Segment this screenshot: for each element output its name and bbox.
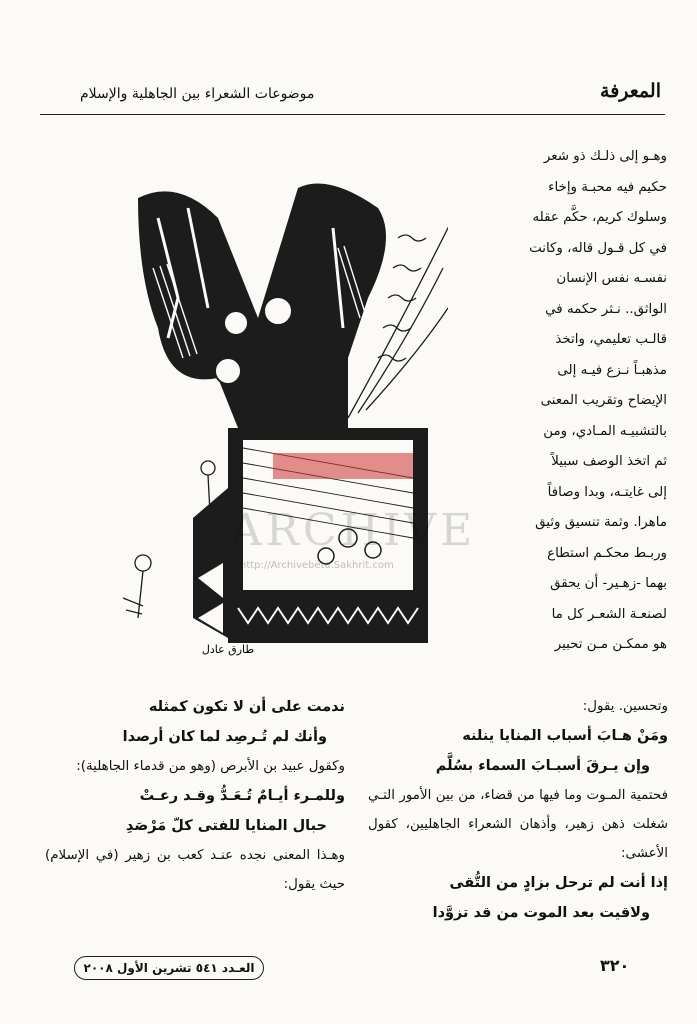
text-line: الواثق.. نـثر حكمه في (545, 301, 667, 317)
text-line: لصنعـة الشعـر كل ما (551, 606, 667, 622)
lower-right-column (368, 692, 668, 928)
ink-illustration (98, 178, 448, 658)
text-line: مذهبـاً نـزع فيـه إلى (557, 362, 667, 378)
intro-text: وتحسين. يقول: (582, 699, 668, 714)
verse-line: وأنك لم تُـرصِد لما كان أرصدا (122, 729, 327, 745)
text-line: هو ممكـن مـن تحبير (554, 637, 667, 652)
text-line: ثم اتخذ الوصف سبيلاً (551, 454, 667, 469)
archive-watermark: ARCHIVE (230, 505, 477, 556)
text-line: بهما -زهـير- أن يحقق (550, 576, 667, 591)
page-header (40, 74, 665, 115)
paragraph: وكقول عبيد بن الأبرص (وهو من قدماء الجاهلية): (76, 759, 345, 774)
archive-watermark-url: http://Archivebeta.Sakhrit.com (240, 560, 394, 571)
text-line: بالتشبيـه المـادي، ومن (543, 423, 667, 439)
illustration-signature: طارق عادل (201, 643, 255, 656)
magazine-logo: المعرفة (600, 80, 661, 102)
verse-line: حبال المنايا للفتى كلّ مَرْصَدِ (125, 818, 327, 834)
verse-line: إذا أنت لم ترحل بزادٍ من التُّقى (449, 875, 668, 891)
text-line: في كل قـول قاله، وكانت (529, 240, 667, 256)
text-line: وسلوك كريم، حكَّم عقله (532, 210, 667, 225)
verse-line: وإن يـرقَ أسبـابَ السماء بسُلَّم (435, 758, 650, 774)
verse-line: ندمت على أن لا تكون كمثله (148, 699, 345, 715)
issue-info: العـدد ٥٤١ تشرين الأول ٢٠٠٨ (74, 956, 264, 980)
right-column-text (462, 142, 667, 661)
text-line: قالـب تعليمي، واتخذ (555, 332, 667, 347)
text-line: وهـو إلى ذلـك ذو شعر (543, 149, 667, 164)
text-line: إلى غايتـه، وبدا وصافاً (547, 484, 667, 500)
text-line: حكيم فيه محبـة وإخاء (548, 179, 667, 195)
paragraph: وهـذا المعنى نجده عنـد كعب بن زهير (في الإسلام) حيث يقول: (45, 848, 345, 892)
text-line: وربـط محكـم استطاع (547, 545, 667, 561)
verse-line: وللمـرء أيـامٌ تُـعَـدُّ وقـد رعـتْ (139, 788, 345, 804)
text-line: الإيضاح وتقريب المعنى (540, 393, 667, 408)
verse-line: ومَنْ هـابَ أسباب المنايا ينلنه (462, 728, 668, 744)
text-line: ماهرا. وثمة تنسيق وثيق (535, 515, 667, 530)
paragraph: فحتمية المـوت وما فيها من قضاء، من بين الأمور التـي شغلت ذهن زهير، وأذهان الشعراء الجاهليين، كقول الأعشى: (368, 788, 668, 861)
running-title: موضوعات الشعراء بين الجاهلية والإسلام (80, 86, 315, 102)
text-line: نفسـه نفس الإنسان (556, 271, 667, 286)
lower-left-column (45, 692, 345, 899)
verse-line: ولاقيت بعد الموت من قد تزوَّدا (432, 905, 650, 921)
page-number: ٣٢٠ (600, 956, 630, 975)
